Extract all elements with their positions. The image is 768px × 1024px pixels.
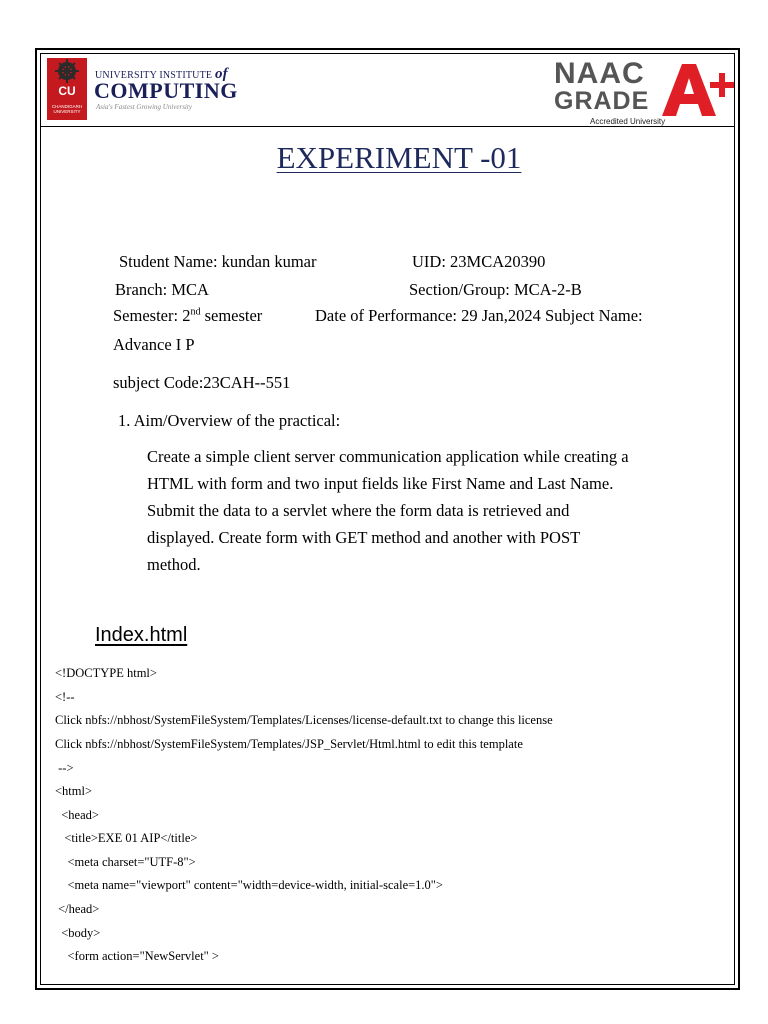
cu-emblem-logo xyxy=(47,58,87,120)
aim-paragraph xyxy=(147,443,665,578)
semester-suffix: semester xyxy=(200,306,263,325)
semester-prefix: Semester: 2 xyxy=(113,306,191,325)
code-line: <!DOCTYPE html> xyxy=(55,666,157,680)
institute-of: of xyxy=(214,66,228,82)
aim-line: displayed. Create form with GET method and another with POST xyxy=(147,528,581,547)
section-group: Section/Group: MCA-2-B xyxy=(409,280,582,299)
code-line: <html> xyxy=(55,784,93,798)
institute-line-text: UNIVERSITY INSTITUTE xyxy=(95,70,213,81)
code-line: Click nbfs://nbhost/SystemFileSystem/Templates/JSP_Servlet/Html.html to edit this template xyxy=(55,737,523,751)
aim-line: Create a simple client server communication application while creating a xyxy=(147,447,629,466)
code-line: <body> xyxy=(55,926,101,940)
code-line: <!-- xyxy=(55,690,75,704)
aim-line: method. xyxy=(147,555,201,574)
institute-tagline: Asia's Fastest Growing University xyxy=(96,103,192,111)
aim-line: HTML with form and two input fields like First Name and Last Name. xyxy=(147,474,614,493)
date-of-performance: Date of Performance: 29 Jan,2024 Subject Name: xyxy=(315,306,643,325)
semester xyxy=(113,306,262,326)
a-plus-grade-icon xyxy=(660,60,736,118)
student-uid: UID: 23MCA20390 xyxy=(412,252,546,271)
naac-text: NAAC xyxy=(554,57,645,90)
code-line: <title>EXE 01 AIP</title> xyxy=(55,831,198,845)
aim-line: Submit the data to a servlet where the form data is retrieved and xyxy=(147,501,570,520)
code-line: <meta name="viewport" content="width=device-width, initial-scale=1.0"> xyxy=(55,878,443,892)
semester-sup: nd xyxy=(190,306,201,318)
header-divider xyxy=(40,126,735,127)
code-line: <head> xyxy=(55,808,99,822)
subject-code: subject Code:23CAH--551 xyxy=(113,373,291,392)
student-name: Student Name: kundan kumar xyxy=(119,252,317,271)
code-line: <meta charset="UTF-8"> xyxy=(55,855,196,869)
cu-emblem-text: CU xyxy=(58,84,76,98)
institute-name: COMPUTING xyxy=(94,78,238,103)
code-line: </head> xyxy=(55,902,100,916)
branch: Branch: MCA xyxy=(115,280,209,299)
page-title: EXPERIMENT -01 xyxy=(276,140,522,175)
grade-text: GRADE xyxy=(554,87,650,115)
code-line: <form action="NewServlet" > xyxy=(55,949,219,963)
code-line: --> xyxy=(55,761,74,775)
aim-heading: 1. Aim/Overview of the practical: xyxy=(118,411,341,430)
accredited-text: Accredited University xyxy=(590,117,666,126)
code-section-heading: Index.html xyxy=(95,624,188,646)
cu-emblem-subtext: CHANDIGARH UNIVERSITY xyxy=(51,104,83,114)
subject-name: Advance I P xyxy=(113,335,195,354)
code-line: Click nbfs://nbhost/SystemFileSystem/Templates/Licenses/license-default.txt to change this license xyxy=(55,713,553,727)
